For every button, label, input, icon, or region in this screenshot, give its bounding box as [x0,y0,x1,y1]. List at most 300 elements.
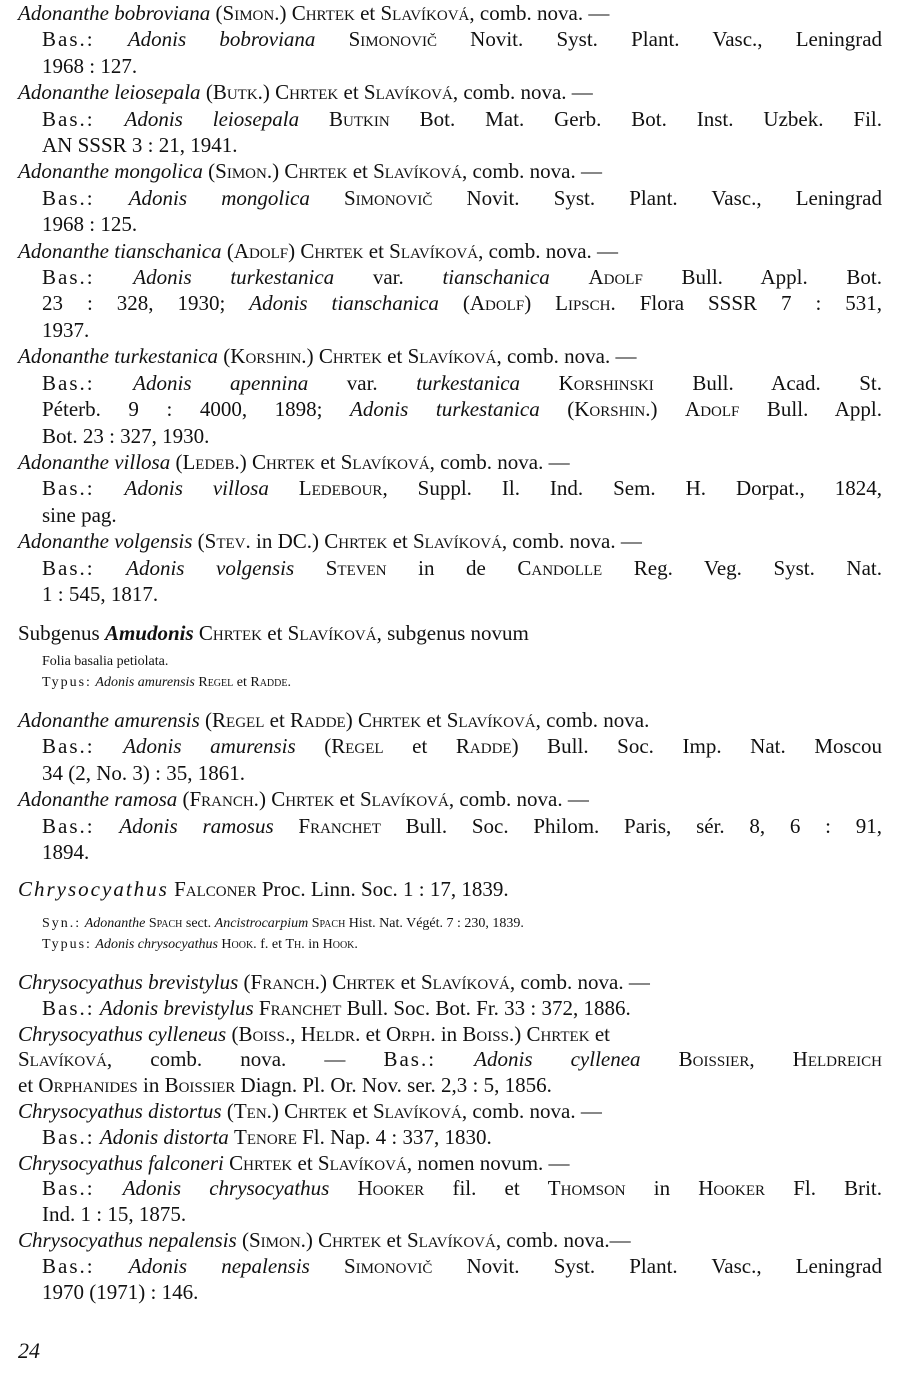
genus-synonymy [42,913,842,955]
spaced-label: Bas.: [42,995,95,1020]
author-name: Slavíková [413,529,502,554]
entry-line [18,555,882,581]
author-name: Slavíková [317,1150,407,1175]
text-segment [310,1254,344,1278]
italic-name: Chrysocyathus brevistylus [18,970,239,994]
text-segment [95,265,134,289]
italic-name: Adonis volgensis [126,555,295,580]
text-segment: Bull. Appl. Bot. [642,265,883,290]
spaced-label: Bas.: [42,185,95,210]
text-segment: et [264,708,291,732]
author-name: Orph. [385,1021,436,1046]
text-segment: ( [539,397,575,422]
author-name: Korshin. [574,397,651,422]
entry-line [18,813,882,839]
entry [18,343,882,449]
entry-line [18,0,882,26]
text-segment: Péterb. 9 : 4000, 1898; [42,397,351,422]
author-name: Chrtek [526,1021,590,1046]
entry-line [18,449,882,475]
entry-line [18,839,882,865]
text-segment: et [338,80,364,105]
text-segment: in [435,1021,463,1046]
text-segment: et [421,708,447,732]
text-segment: Bull. Soc. Bot. Fr. 33 : 372, 1886. [341,995,631,1020]
subgenus-heading [18,620,882,646]
text-segment: et [354,1,381,25]
author-name: Regel [212,708,265,732]
entry-line [18,1151,882,1177]
author-name: Chrtek [318,344,382,369]
author-name: Boiss. [238,1021,291,1046]
author-name: Slavíková [380,1,470,25]
entry-line [18,996,882,1022]
author-name: Hooker [698,1176,766,1201]
text-segment: ) [345,708,358,732]
text-segment: ) [271,1098,285,1123]
text-segment: , [290,1021,301,1046]
author-name: Lipsch. [555,291,616,316]
text-segment [95,371,134,395]
author-name: Slavíková [340,449,430,474]
text-segment: ) [239,449,252,474]
italic-name: Adonanthe mongolica [18,159,203,184]
text-segment: , comb. nova. — [461,1098,602,1123]
species-list-chrysocyathus [18,970,882,1305]
author-name: Orphanides [38,1073,138,1098]
spaced-label: Bas.: [42,476,95,501]
text-segment: et [347,159,374,184]
text-segment: ) [650,397,686,422]
text-segment: et [315,449,341,474]
text-segment: , comb. nova. — [429,449,570,474]
spaced-label: Typus: [42,675,92,690]
species-list-adonanthe [18,0,882,607]
text-segment: var. [334,265,443,290]
spaced-label: Bas.: [42,1253,95,1278]
author-name: Adolf [588,265,643,290]
entry [18,528,882,607]
author-name: Chrtek [357,708,422,732]
text-segment: Novit. Syst. Plant. Vasc., Leningrad [432,185,883,210]
author-name: Hook. [322,937,358,952]
entry-line [18,290,882,316]
entry-line [18,1073,882,1099]
author-name: Chrtek [324,529,388,554]
text-segment: et [387,529,413,554]
author-name: Simon. [248,1227,306,1252]
text-segment: f. et [256,937,286,952]
entry-line [18,620,882,646]
author-name: Simonovič [348,27,437,52]
text-segment: ( [200,80,213,105]
italic-name: Adonis chrysocyathus [122,1176,330,1201]
text-segment: ) [272,159,285,184]
text-segment: Subgenus [18,621,105,645]
text-segment: Bull. Appl. [739,397,882,422]
text-segment: , comb. nova. — [496,344,637,369]
author-name: Chrtek [284,1098,348,1123]
text-segment: 23 : 328, 1930; [42,291,250,316]
spaced-label: Typus: [42,937,92,952]
text-segment: Novit. Syst. Plant. Vasc., Leningrad [432,1253,883,1278]
text-segment [315,27,348,51]
text-segment: et [262,621,288,645]
text-segment: Bull. Acad. St. [653,370,883,395]
text-segment: Folia basalia petiolata. [42,654,169,669]
author-name: Radde. [250,675,291,690]
text-segment: , comb. nova. — [509,970,650,994]
text-segment: , comb. nova. — [106,1047,384,1072]
entry-line [18,1176,882,1202]
author-name: Slavíková [18,1047,107,1072]
entry [18,1022,882,1099]
entry-line [18,733,882,759]
text-segment: ) [319,970,333,994]
author-name: Adolf [233,238,289,263]
text-segment: ( [221,238,234,263]
text-segment: 1968 : 127. [42,53,138,78]
italic-name: Adonanthe ramosa [18,787,178,812]
text-segment: et [233,675,251,690]
text-segment: Diagn. Pl. Or. Nov. ser. 2,3 : 5, 1856. [235,1073,552,1098]
text-segment [95,734,124,758]
author-name: Chrtek [332,970,396,994]
italic-name: Adonanthe leiosepala [18,80,201,105]
text-segment: Fl. Nap. 4 : 337, 1830. [296,1124,492,1149]
italic-name: Chrysocyathus falconeri [18,1150,224,1175]
entry-line [18,1202,882,1228]
entry-line [18,786,882,812]
text-segment: ) [524,291,556,316]
text-segment: ( [210,1,223,25]
italic-name: Adonis tianschanica [249,291,439,316]
author-name: Simonovič [344,1253,433,1278]
text-segment: et [18,1073,39,1098]
entry [18,707,882,786]
text-segment: in de [386,555,518,580]
spaced-label: Bas.: [42,370,95,395]
entry-line [18,238,882,264]
text-segment: 1 : 545, 1817. [42,581,159,606]
italic-name: Adonis cyllenea [474,1047,641,1072]
entry [18,620,882,646]
text-segment: 1937. [42,317,90,342]
author-name: Spach [311,916,346,931]
spaced-label: Bas.: [42,1124,95,1149]
text-segment: ) Bull. Soc. Imp. Nat. Moscou [511,734,883,759]
entry-line [18,423,882,449]
text-segment: ) [262,80,276,105]
text-segment: et [363,238,390,263]
italic-name: Adonis turkestanica [350,397,540,422]
text-segment: Hist. Nat. Végét. 7 : 230, 1839. [345,916,524,931]
author-name: Butk. [212,80,263,105]
italic-name: Adonis bobroviana [127,27,316,52]
genus-name: Chrysocyathus [18,877,169,901]
text-segment: , comb. nova. — [469,1,610,25]
text-segment: , comb. nova.— [495,1227,631,1252]
text-segment: , [749,1047,793,1072]
entry [18,238,882,344]
entry [18,786,882,865]
text-segment: et [589,1021,610,1046]
text-segment: fil. et [424,1176,548,1201]
text-segment: Novit. Syst. Plant. Vasc., Leningrad [436,27,883,52]
italic-name: Chrysocyathus cylleneus [18,1021,227,1046]
spaced-label: Bas.: [42,1176,95,1201]
italic-name: Adonanthe villosa [18,449,171,474]
author-name: Radde [290,708,346,732]
species-list-amudonis [18,707,882,865]
entry-line [18,396,882,422]
text-segment: ) [305,1227,319,1252]
text-segment: var. [308,370,417,395]
entry [18,1151,882,1228]
text-segment: 1894. [42,840,90,865]
author-name: Slavíková [373,159,462,184]
text-segment: ( [295,734,332,759]
entry [18,79,882,158]
author-name: Chrtek [198,621,263,645]
italic-name: tianschanica [442,265,550,290]
text-segment: et [360,1021,386,1046]
text-segment [95,814,120,838]
author-name: Franchet [258,995,342,1020]
author-name: Franchet [298,813,381,838]
text-segment: Bot. 23 : 327, 1930. [42,423,210,448]
italic-name: Adonis mongolica [128,185,310,210]
italic-name: Adonis turkestanica [133,265,335,290]
text-segment: ) [514,1021,527,1046]
italic-name: Adonis amurensis [95,675,195,690]
text-segment: in [137,1073,165,1098]
text-segment: , comb. nova. [535,708,650,732]
author-name: Simon. [215,159,273,184]
author-name: Chrtek [271,787,335,812]
text-segment: et [381,344,408,369]
spaced-label: Syn.: [42,916,82,931]
entry [18,0,882,79]
entry-line [18,1125,882,1151]
text-segment: et [347,1098,373,1123]
author-name: Butkin [329,106,390,131]
text-segment: Bull. Soc. Philom. Paris, sér. 8, 6 : 91, [380,813,883,838]
text-segment: , subgenus novum [376,621,529,645]
author-name: Chrtek [318,1227,382,1252]
author-name: Franch. [250,970,320,994]
text-segment: ) [258,787,272,812]
author-name: Slavíková [363,80,453,105]
text-segment: et [334,787,360,812]
text-segment [269,476,299,500]
entry-line [18,1047,882,1073]
author-name: Slavíková [420,970,510,994]
text-segment [550,265,589,289]
subgenus-diagnosis [42,651,842,693]
entry-line [18,528,882,554]
text-segment: et [383,734,456,759]
text-segment [641,1047,679,1071]
text-segment [95,186,129,210]
author-name: Ten. [233,1098,272,1123]
author-name: Adolf [469,291,525,316]
text-segment [310,186,344,210]
author-name: Korshinski [558,370,654,395]
spaced-label: Bas.: [42,734,95,759]
italic-name: Chrysocyathus distortus [18,1098,222,1123]
subgenus-name: Amudonis [104,621,194,645]
text-segment: , comb. nova. — [501,529,642,554]
entry [18,970,882,1022]
entry [18,1228,882,1305]
text-segment: ) [288,238,301,263]
text-segment: , comb. nova. — [448,787,589,812]
author-name: Thomson [547,1176,626,1201]
author-name: Stev. [204,529,251,554]
italic-name: Adonis villosa [124,476,269,501]
author-name: Slavíková [407,344,497,369]
spaced-label: Bas.: [42,27,95,52]
entry-line [18,264,882,290]
entry-line [18,317,882,343]
text-segment: in DC.) [250,529,325,554]
text-segment: ( [199,708,213,732]
italic-name: Ancistrocarpium [214,916,309,931]
author-name: Spach [148,916,183,931]
italic-name: Adonis distorta [99,1124,229,1149]
entry-line [42,934,842,955]
entry-line [18,185,882,211]
italic-name: Adonis leiosepala [124,106,300,131]
entry-line [18,79,882,105]
text-segment [95,27,128,51]
entry-line [18,53,882,79]
text-segment [520,371,559,395]
entry-line [18,132,882,158]
author-name: Chrtek [251,449,316,474]
author-name: Boissier [164,1073,236,1098]
text-segment: Reg. Veg. Syst. Nat. [602,555,882,580]
entry-line [18,760,882,786]
author-name: Tenore [234,1124,297,1149]
text-segment [274,814,299,838]
author-name: Slavíková [389,238,479,263]
entry-line [18,106,882,132]
entry [42,913,842,955]
text-segment: ( [238,970,251,994]
text-segment: 1968 : 125. [42,212,138,237]
author-name: Steven [325,555,387,580]
text-segment: ( [170,449,183,474]
entry-line [18,211,882,237]
text-segment: ) [279,1,292,25]
entry-line [18,26,882,52]
text-segment: 1970 (1971) : 146. [42,1279,199,1304]
text-segment: , nomen novum. — [406,1150,570,1175]
text-segment [95,476,125,500]
text-segment: ( [192,529,205,554]
spaced-label: Bas.: [42,555,95,580]
text-segment: AN SSSR 3 : 21, 1941. [42,133,238,158]
author-name: Heldr. [300,1021,361,1046]
author-name: Ledeb. [182,449,240,474]
entry-line [18,343,882,369]
text-segment: sine pag. [42,502,117,527]
author-name: Slavíková [359,787,449,812]
italic-name: Adonis chrysocyathus [95,937,218,952]
author-name: Regel [331,734,384,759]
entry-line [42,672,842,693]
author-name: Simon. [222,1,280,25]
text-segment: , comb. nova. — [478,238,619,263]
entry [18,158,882,237]
author-name: Hook. [221,937,257,952]
text-segment: ( [438,291,470,316]
entry-line [18,707,882,733]
italic-name: Adonanthe bobroviana [18,1,211,25]
entry [18,876,882,902]
text-segment: et [381,1227,407,1252]
entry-line [18,502,882,528]
italic-name: Adonanthe [84,916,146,931]
entry-line [42,913,842,934]
italic-name: Adonis brevistylus [99,995,254,1020]
entry-line [18,158,882,184]
author-name: Th. [285,937,305,952]
text-segment: et [395,970,421,994]
entry-line [18,876,882,902]
author-name: Simonovič [344,185,433,210]
author-name: Slavíková [406,1227,496,1252]
italic-name: Chrysocyathus nepalensis [18,1227,237,1252]
entry-line [18,970,882,996]
entry-line [18,581,882,607]
text-segment: 34 (2, No. 3) : 35, 1861. [42,760,245,785]
entry-line [18,1254,882,1280]
text-segment: ( [218,344,231,369]
text-segment: Fl. Brit. [765,1176,883,1201]
author-name: Radde [455,734,512,759]
text-segment [95,1176,123,1200]
author-name: Heldreich [792,1047,882,1072]
author-name: Slavíková [372,1098,462,1123]
author-name: Chrtek [229,1150,293,1175]
entry [42,651,842,693]
italic-name: Adonanthe volgensis [18,529,193,554]
author-name: Slavíková [446,708,536,732]
author-name: Hooker [357,1176,425,1201]
entry-line [18,1280,882,1306]
italic-name: Adonis nepalensis [128,1253,310,1278]
text-segment: , Suppl. Il. Ind. Sem. H. Dorpat., 1824, [382,476,882,501]
italic-name: Adonis apennina [133,370,309,395]
text-segment: et [292,1150,318,1175]
text-segment: ( [221,1098,234,1123]
spaced-label: Bas.: [383,1047,437,1072]
author-name: Candolle [517,555,603,580]
text-segment: Bot. Mat. Gerb. Bot. Inst. Uzbek. Fil. [389,106,883,131]
italic-name: turkestanica [416,370,521,395]
entry-line [18,1022,882,1048]
italic-name: Adonis amurensis [123,734,296,759]
spaced-label: Bas.: [42,813,95,838]
text-segment: Ind. 1 : 15, 1875. [42,1202,187,1227]
text-segment: ( [226,1021,239,1046]
text-segment [436,1047,474,1071]
author-name: Korshin. [230,344,307,369]
text-segment: Proc. Linn. Soc. 1 : 17, 1839. [256,877,509,901]
